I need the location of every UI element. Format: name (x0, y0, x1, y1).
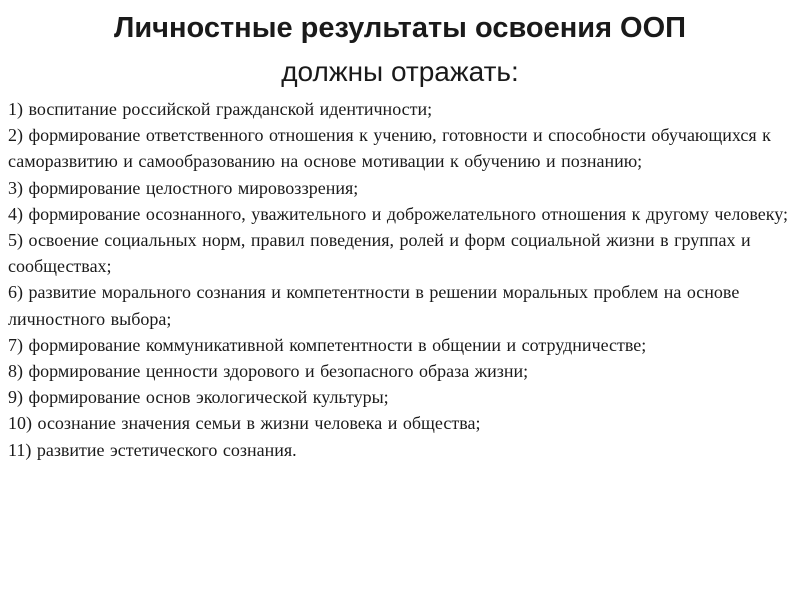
list-item: 11) развитие эстетического сознания. (8, 439, 297, 460)
list-item: 4) формирование осознанного, уважительного и доброжелательного отношения к другому человеку; (8, 203, 788, 224)
list-item: 8) формирование ценности здорового и безопасного образа жизни; (8, 361, 529, 382)
slide-subtitle: должны отражать: (281, 56, 519, 87)
list-item: 9) формирование основ экологической культуры; (8, 387, 389, 408)
slide-title: Личностные результаты освоения ООП (113, 12, 687, 44)
results-list (8, 96, 798, 463)
list-item: 6) развитие морального сознания и компетентности в решении моральных проблем на основе личностного выбора; (8, 282, 740, 329)
list-item: 3) формирование целостного мировоззрения; (8, 177, 359, 198)
list-item: 7) формирование коммуникативной компетентности в общении и сотрудничестве; (8, 334, 647, 355)
list-item: 10) осознание значения семьи в жизни человека и общества; (8, 413, 481, 434)
list-item: 5) освоение социальных норм, правил поведения, ролей и форм социальной жизни в группах и сообществах; (8, 230, 751, 277)
list-item: 2) формирование ответственного отношения к учению, готовности и способности обучающихся к саморазвитию и самообразованию на основе мотивации к обучению и познанию; (8, 125, 771, 172)
list-item: 1) воспитание российской гражданской идентичности; (8, 99, 433, 119)
